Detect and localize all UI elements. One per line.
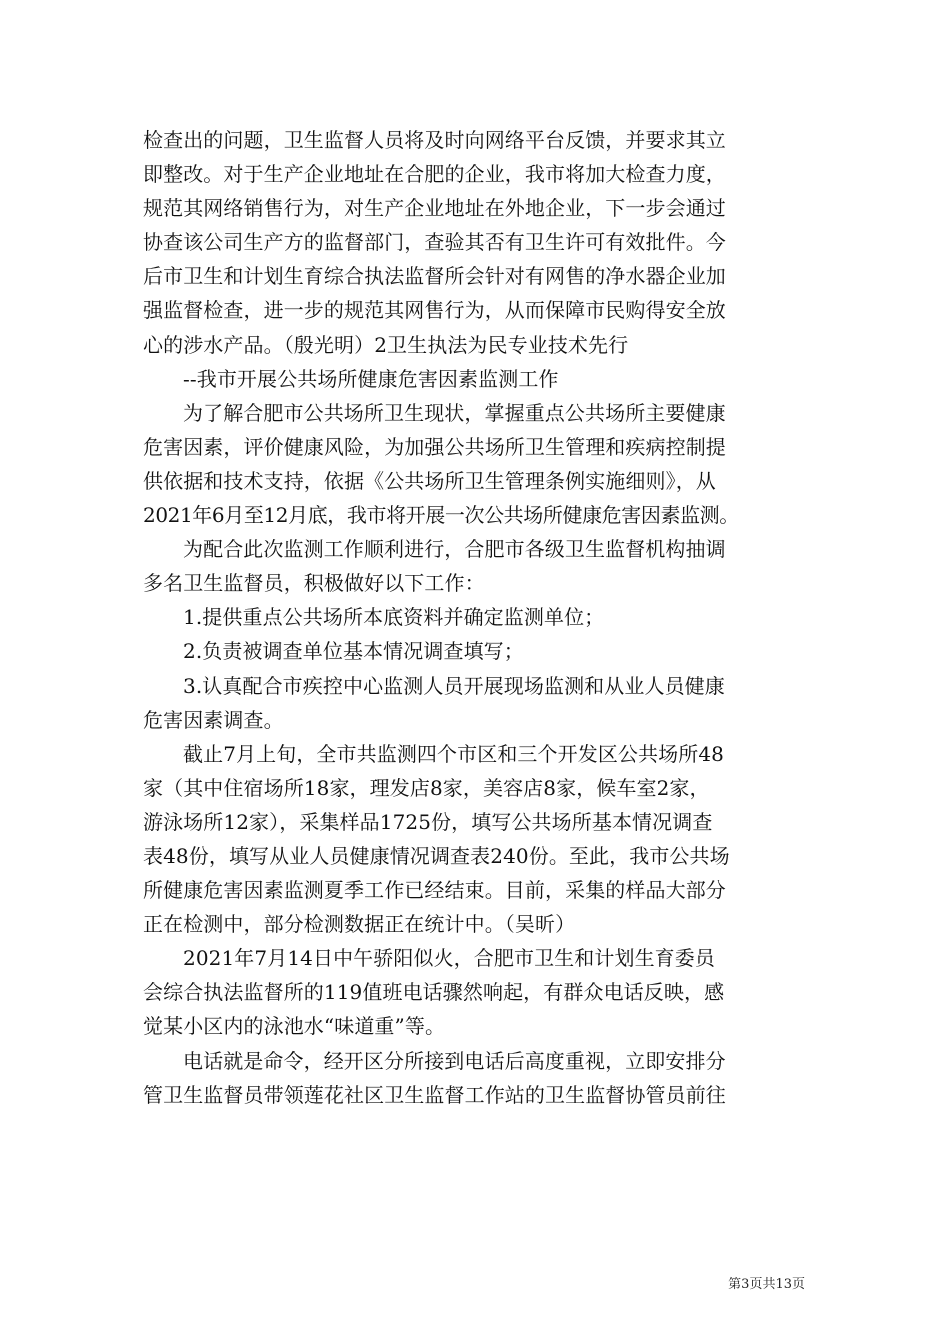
list-item: 3.认真配合市疾控中心监测人员开展现场监测和从业人员健康 [183, 673, 725, 698]
paragraph-line: 协查该公司生产方的监督部门，查验其否有卫生许可有效批件。今 [143, 230, 726, 255]
paragraph-line: 觉某小区内的泳池水“味道重”等。 [143, 1014, 446, 1039]
paragraph-line: 危害因素调查。 [143, 707, 284, 732]
paragraph-line: 2021年7月14日中午骄阳似火，合肥市卫生和计划生育委员 [183, 946, 715, 971]
paragraph-line: 为了解合肥市公共场所卫生现状，掌握重点公共场所主要健康 [183, 400, 726, 425]
page-number: 第3页共13页 [728, 1277, 805, 1292]
paragraph-line: 会综合执法监督所的119值班电话骤然响起，有群众电话反映，感 [143, 980, 725, 1005]
paragraph-line: 为配合此次监测工作顺利进行，合肥市各级卫生监督机构抽调 [183, 537, 726, 562]
paragraph-line: 管卫生监督员带领莲花社区卫生监督工作站的卫生监督协管员前往 [143, 1082, 726, 1107]
list-item: 1.提供重点公共场所本底资料并确定监测单位； [183, 605, 605, 630]
paragraph-line: 正在检测中，部分检测数据正在统计中。（吴昕） [143, 912, 576, 937]
paragraph-line: 截止7月上旬，全市共监测四个市区和三个开发区公共场所48 [183, 741, 724, 766]
paragraph-line: 家（其中住宿场所18家，理发店8家，美容店8家，候车室2家， [143, 775, 710, 800]
paragraph-line: 即整改。对于生产企业地址在合肥的企业，我市将加大检查力度， [143, 162, 726, 187]
subheading-line: --我市开展公共场所健康危害因素监测工作 [183, 366, 559, 391]
paragraph-line: 所健康危害因素监测夏季工作已经结束。目前，采集的样品大部分 [143, 878, 726, 903]
list-item: 2.负责被调查单位基本情况调查填写； [183, 639, 524, 664]
paragraph-line: 危害因素，评价健康风险，为加强公共场所卫生管理和疾病控制提 [143, 434, 726, 459]
paragraph-line: 后市卫生和计划生育综合执法监督所会针对有网售的净水器企业加 [143, 264, 726, 289]
paragraph-line: 强监督检查，进一步的规范其网售行为，从而保障市民购得安全放 [143, 298, 726, 323]
paragraph-line: 2021年6月至12月底，我市将开展一次公共场所健康危害因素监测。 [143, 503, 739, 528]
paragraph-line: 规范其网络销售行为，对生产企业地址在外地企业，下一步会通过 [143, 196, 726, 221]
paragraph-line: 供依据和技术支持，依据《公共场所卫生管理条例实施细则》，从 [143, 468, 716, 493]
document-body [143, 123, 808, 1112]
paragraph-line: 心的涉水产品。（殷光明）2卫生执法为民专业技术先行 [143, 332, 629, 357]
paragraph-line: 电话就是命令，经开区分所接到电话后高度重视，立即安排分 [183, 1048, 726, 1073]
paragraph-line: 游泳场所12家），采集样品1725份，填写公共场所基本情况调查 [143, 809, 713, 834]
paragraph-line: 检查出的问题，卫生监督人员将及时向网络平台反馈，并要求其立 [143, 128, 726, 152]
paragraph-line: 表48份，填写从业人员健康情况调查表240份。至此，我市公共场 [143, 843, 730, 868]
paragraph-line: 多名卫生监督员，积极做好以下工作： [143, 571, 485, 596]
